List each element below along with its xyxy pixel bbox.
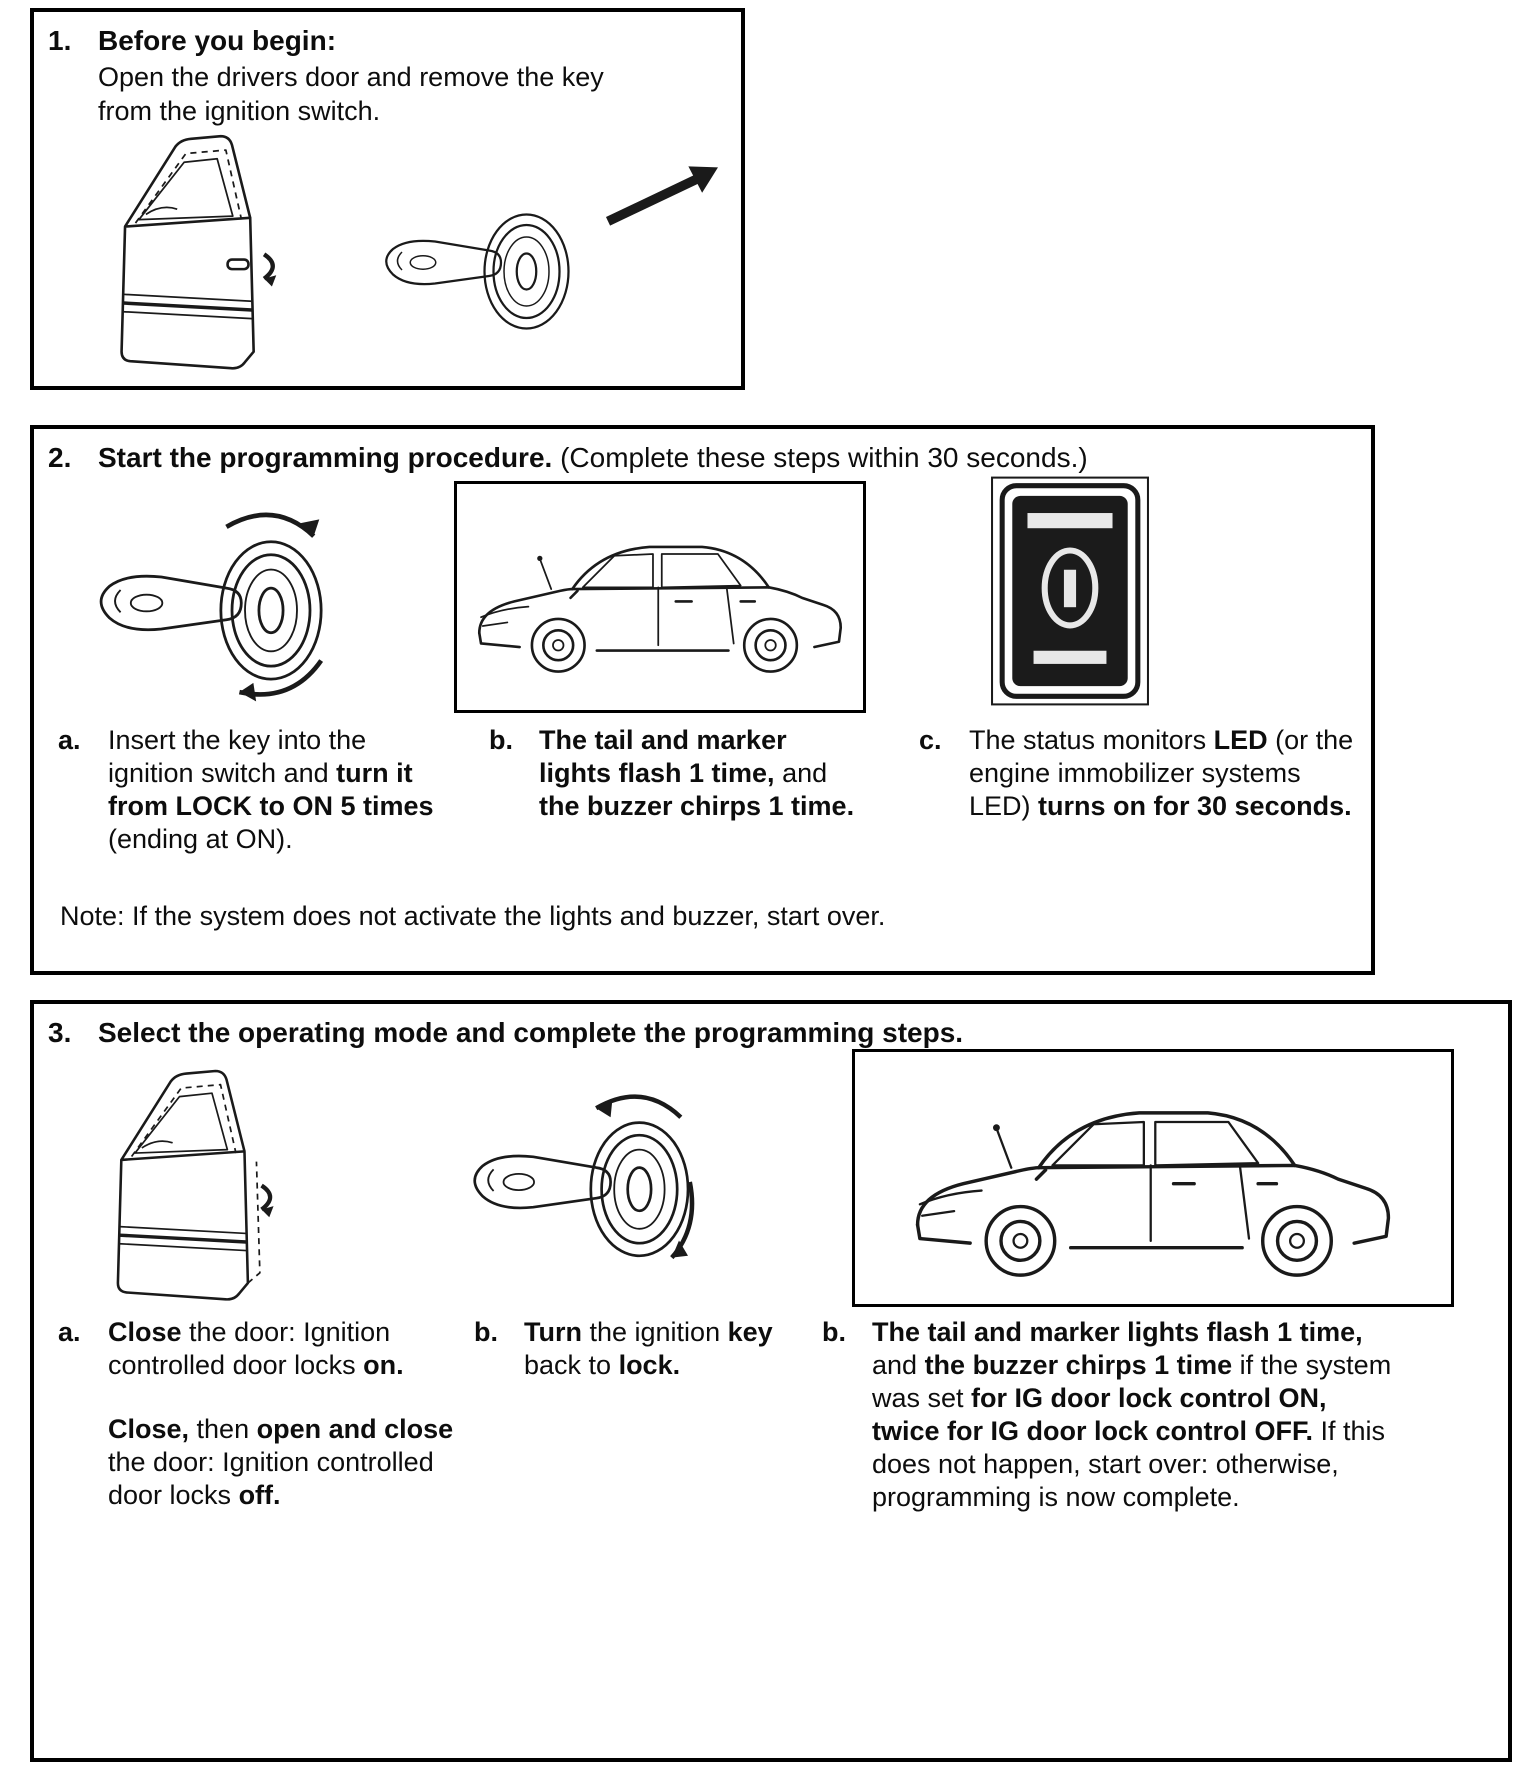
instruction-item-a: [58, 1316, 460, 1512]
instruction-item-b: [474, 1316, 806, 1382]
step-3-panel: [30, 1000, 1512, 1762]
item-paragraph: Close, then open and close the door: Ignition controlled door locks off.: [108, 1414, 454, 1510]
door-close-arrow-icon: [262, 1186, 274, 1218]
ignition-key-illustration: [364, 180, 599, 360]
step-number: 1.: [48, 25, 72, 56]
item-text: [524, 1316, 806, 1382]
ignition-key-turn-illustration: [89, 489, 349, 717]
door-swing-arrow-icon: [264, 254, 276, 286]
step-number: 2.: [48, 442, 72, 473]
step-2-note: Note: If the system does not activate the lights and buzzer, start over.: [60, 901, 886, 931]
item-text: The tail and marker lights flash 1 time, and the buzzer chirps 1 time.: [539, 725, 855, 821]
step-title-bold: Start the programming procedure.: [98, 442, 553, 473]
remove-key-arrow-icon: [597, 160, 729, 234]
item-text: [872, 1316, 1394, 1514]
item-paragraph: Close the door: Ignition controlled door locks on.: [108, 1317, 404, 1380]
step-number: 3.: [48, 1017, 72, 1048]
instruction-item-b2: [822, 1316, 1394, 1514]
step-title: Select the operating mode and complete the programming steps.: [98, 1017, 964, 1048]
item-letter: b.: [489, 725, 513, 755]
instruction-item-c: [919, 724, 1361, 823]
item-letter: b.: [822, 1317, 846, 1347]
item-text: The status monitors LED (or the engine immobilizer systems LED) turns on for 30 seconds.: [969, 725, 1354, 821]
step-1-header: [48, 24, 336, 58]
step-3-header: [48, 1016, 963, 1050]
instruction-item-b: [489, 724, 857, 823]
car-illustration-frame: [454, 481, 866, 713]
item-letter: a.: [58, 1317, 81, 1347]
item-letter: b.: [474, 1317, 498, 1347]
item-text: [108, 1316, 460, 1512]
car-illustration: [865, 1058, 1441, 1298]
car-door-illustration: [96, 124, 314, 376]
item-letter: a.: [58, 725, 81, 755]
ignition-key-turn-illustration: [459, 1074, 719, 1290]
item-text: Insert the key into the ignition switch and turn it from LOCK to ON 5 times (ending at ON).: [108, 725, 434, 854]
step-title-rest: (Complete these steps within 30 seconds.): [552, 442, 1088, 473]
step-1-panel: [30, 8, 745, 390]
step-title: Before you begin:: [98, 25, 337, 56]
step-2-header: [48, 441, 1088, 475]
car-door-illustration: [94, 1059, 306, 1307]
car-illustration: [467, 490, 853, 704]
status-monitor-illustration: [989, 471, 1151, 711]
instruction-item-a: [58, 724, 456, 856]
item-letter: c.: [919, 725, 942, 755]
car-illustration-frame: [852, 1049, 1454, 1307]
step-2-panel: [30, 425, 1375, 975]
item-paragraph: Turn the ignition key back to lock.: [524, 1317, 773, 1380]
step-1-instructions: Open the drivers door and remove the key from the ignition switch.: [98, 62, 604, 126]
item-paragraph: The tail and marker lights flash 1 time, and the buzzer chirps 1 time if the system was set for IG door lock control ON, twice for IG door lock control OFF. If this does not happen, start over: otherwise, programming is now complete.: [872, 1317, 1392, 1512]
step-title: [98, 441, 1088, 475]
